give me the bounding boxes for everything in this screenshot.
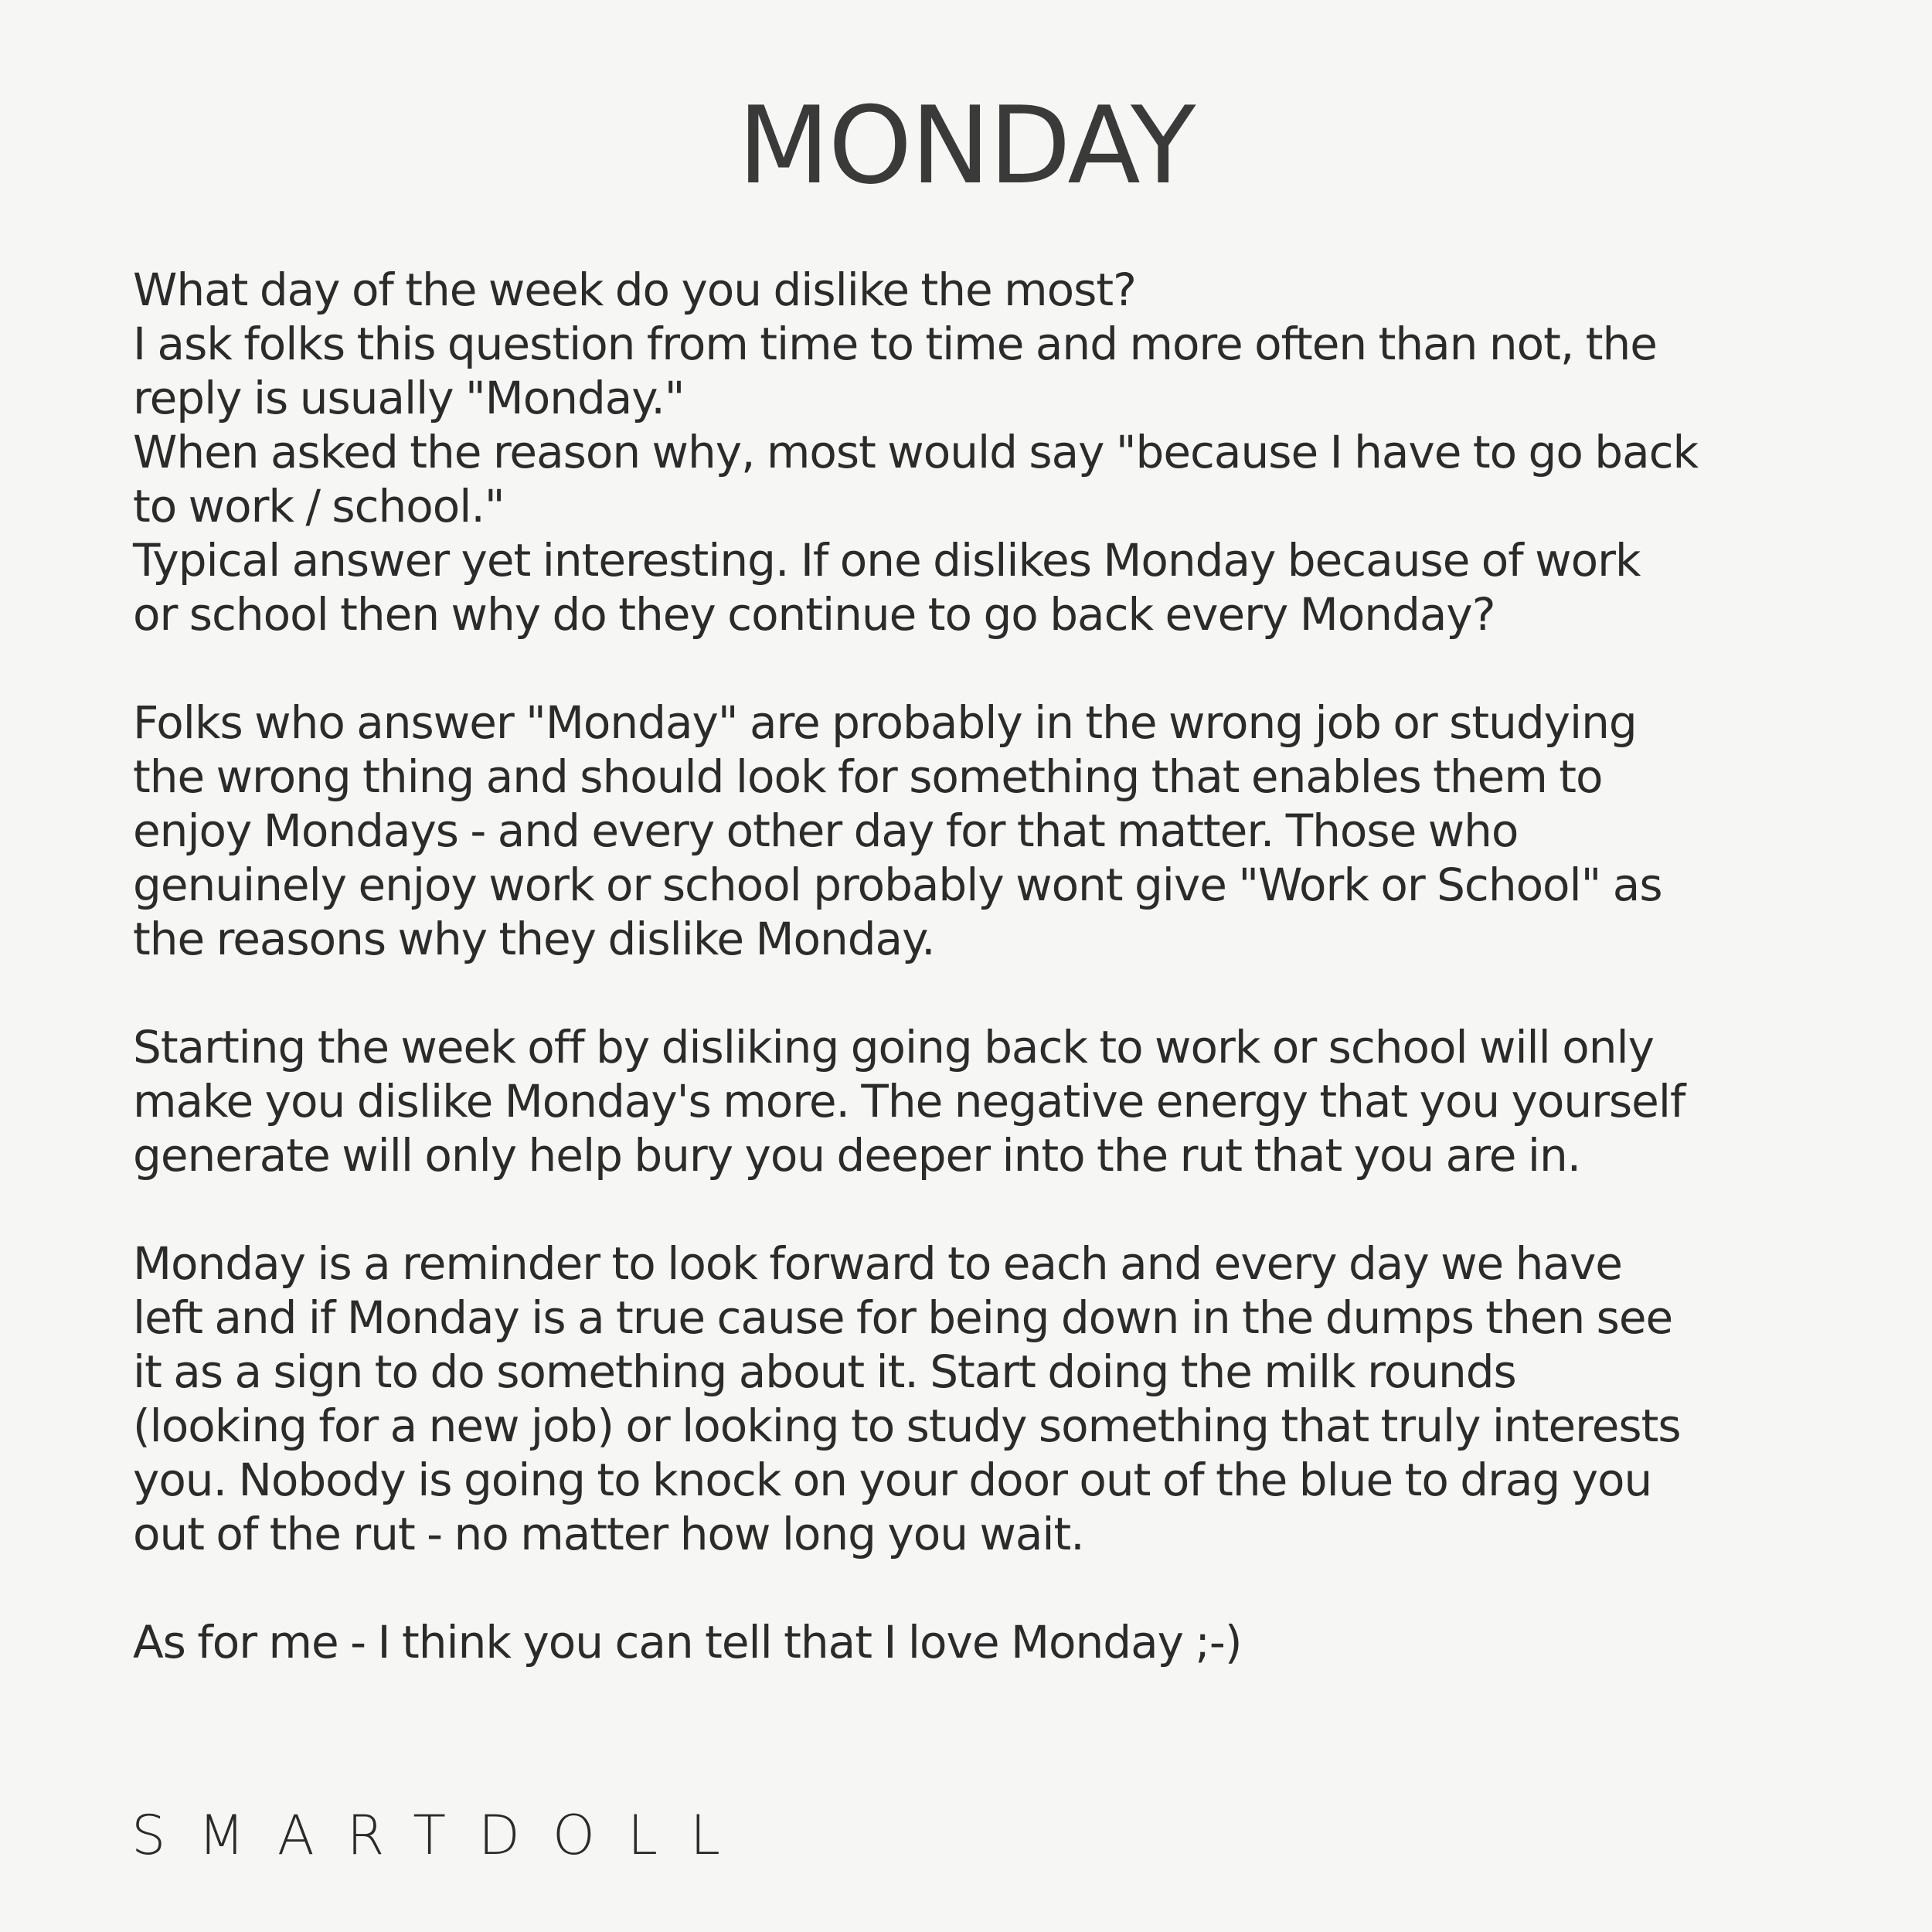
paragraph-spacer xyxy=(133,1561,1818,1615)
text-line: Typical answer yet interesting. If one dislikes Monday because of work xyxy=(133,534,1641,587)
text-line: the reasons why they dislike Monday. xyxy=(133,913,935,965)
paragraph-1 xyxy=(133,263,1818,641)
text-line: left and if Monday is a true cause for being down in the dumps then see xyxy=(133,1291,1673,1344)
paragraph-4 xyxy=(133,1236,1818,1561)
text-line: Starting the week off by disliking going back to work or school will only xyxy=(133,1021,1654,1073)
paragraph-spacer xyxy=(133,966,1818,1020)
text-line: Folks who answer "Monday" are probably in the wrong job or studying xyxy=(133,696,1637,749)
text-line: to work / school." xyxy=(133,480,505,532)
text-line: out of the rut - no matter how long you wait. xyxy=(133,1508,1084,1560)
text-line: generate will only help bury you deeper into the rut that you are in. xyxy=(133,1129,1581,1182)
paragraph-spacer xyxy=(133,1182,1818,1236)
text-line: make you dislike Monday's more. The negative energy that you yourself xyxy=(133,1075,1685,1128)
paragraph-spacer xyxy=(133,641,1818,696)
paragraph-3 xyxy=(133,1020,1818,1182)
text-line: enjoy Mondays - and every other day for that matter. Those who xyxy=(133,804,1519,857)
page-title: MONDAY xyxy=(737,83,1195,208)
text-line: When asked the reason why, most would say "because I have to go back xyxy=(133,426,1699,478)
text-line: the wrong thing and should look for something that enables them to xyxy=(133,750,1603,803)
text-line: you. Nobody is going to knock on your door out of the blue to drag you xyxy=(133,1454,1652,1506)
brand-logo: SMARTDOLL xyxy=(131,1804,753,1867)
text-line: reply is usually "Monday." xyxy=(133,372,685,424)
text-line: As for me - I think you can tell that I love Monday ;-) xyxy=(133,1616,1242,1668)
paragraph-2 xyxy=(133,696,1818,966)
text-line: Monday is a reminder to look forward to each and every day we have xyxy=(133,1237,1622,1290)
paragraph-5 xyxy=(133,1615,1818,1669)
text-line: genuinely enjoy work or school probably wont give "Work or School" as xyxy=(133,859,1662,911)
text-line: What day of the week do you dislike the most? xyxy=(133,264,1136,316)
article-body xyxy=(133,263,1818,1669)
text-line: or school then why do they continue to go back every Monday? xyxy=(133,588,1495,641)
text-line: (looking for a new job) or looking to study something that truly interests xyxy=(133,1400,1681,1452)
text-line: it as a sign to do something about it. Start doing the milk rounds xyxy=(133,1345,1516,1398)
text-line: I ask folks this question from time to time and more often than not, the xyxy=(133,318,1657,370)
